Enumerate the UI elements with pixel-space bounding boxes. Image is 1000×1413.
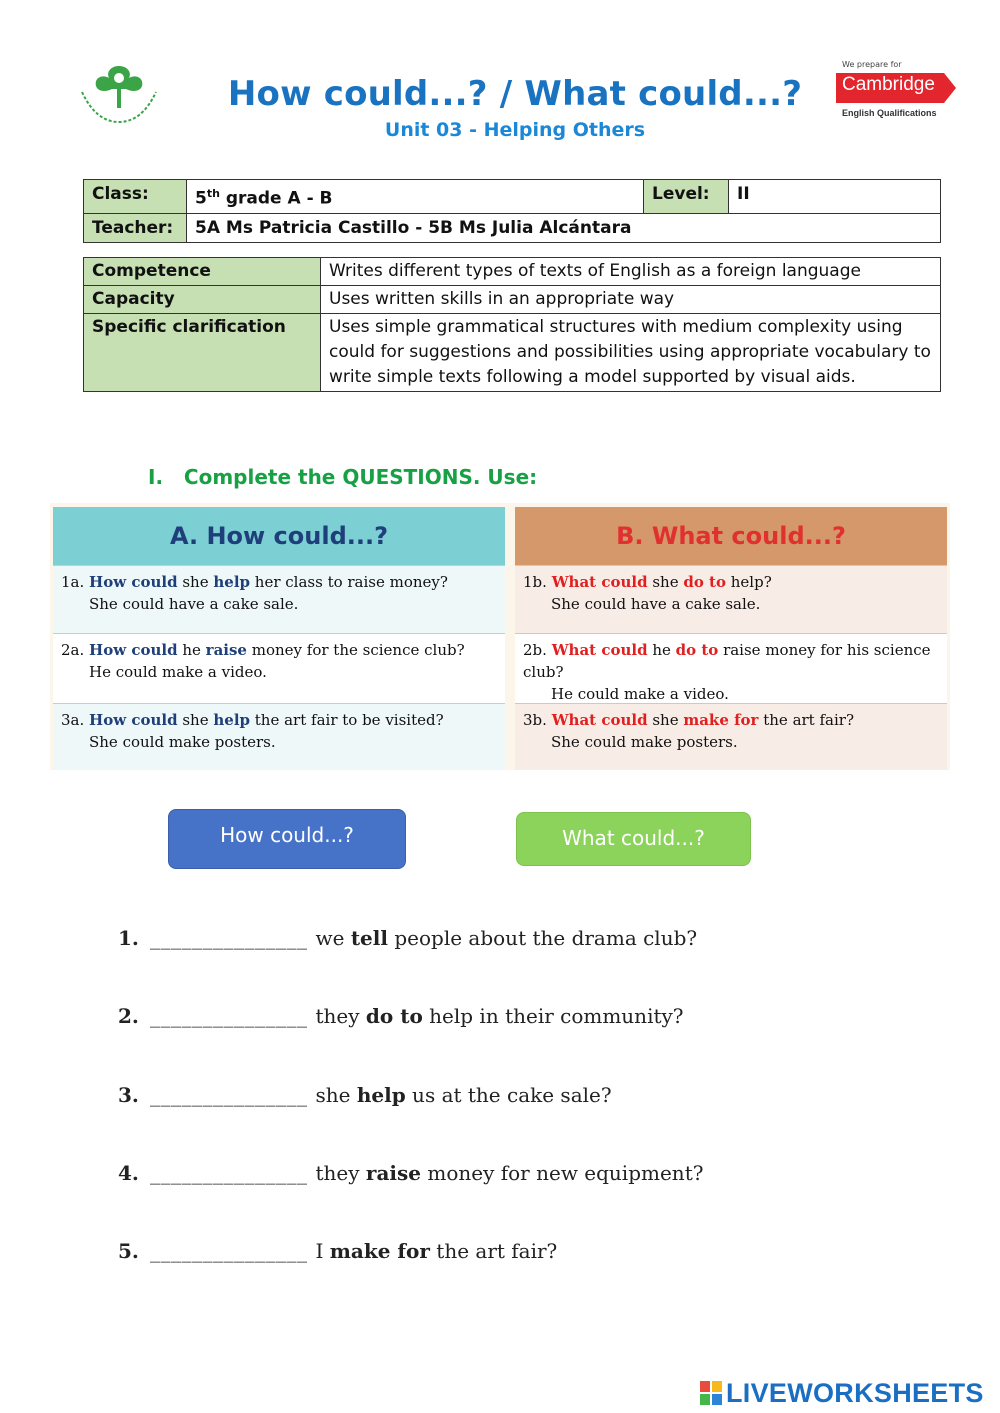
answer-blank[interactable]: _______________ <box>150 1004 308 1028</box>
level-value: II <box>729 180 941 214</box>
grammar-example: 3a. How could she help the art fair to be visited? She could make posters. <box>53 703 505 770</box>
competence-table <box>83 257 941 392</box>
cambridge-brand: Cambridge <box>842 74 935 95</box>
how-could-option[interactable]: How could...? <box>168 809 406 869</box>
answer-blank[interactable]: _______________ <box>150 1161 308 1185</box>
grammar-example: 2a. How could he raise money for the science club? He could make a video. <box>53 633 505 703</box>
how-could-header: A. How could...? <box>53 507 505 565</box>
worksheet-title: How could...? / What could...? <box>227 74 803 114</box>
grammar-panel <box>50 503 950 770</box>
clarification-value: Uses simple grammatical structures with medium complexity using could for suggestions and possibilities using appropriate vocabulary to write simple texts following a model supported by visual aids. <box>321 314 941 392</box>
cambridge-logo <box>836 60 966 122</box>
answer-blank[interactable]: _______________ <box>150 1239 308 1263</box>
liveworksheets-brand: LIVEWORKSHEETS <box>726 1378 984 1408</box>
class-value: 5th grade A - B <box>187 180 644 214</box>
liveworksheets-logo[interactable] <box>700 1378 996 1410</box>
question-row: 1. _______________ we tell people about the drama club? <box>118 926 698 950</box>
what-could-header: B. What could...? <box>515 507 947 565</box>
grammar-example: 3b. What could she make for the art fair? She could make posters. <box>515 703 947 770</box>
teacher-value: 5A Ms Patricia Castillo - 5B Ms Julia Alcántara <box>187 213 941 242</box>
clarification-label: Specific clarification <box>84 314 321 392</box>
grammar-example: 1b. What could she do to help? She could have a cake sale. <box>515 565 947 633</box>
question-row: 2. _______________ they do to help in their community? <box>118 1004 684 1028</box>
level-label: Level: <box>644 180 729 214</box>
answer-blank[interactable]: _______________ <box>150 1083 308 1107</box>
worksheet-subtitle: Unit 03 - Helping Others <box>384 119 646 141</box>
question-row: 5. _______________ I make for the art fair? <box>118 1239 558 1263</box>
question-row: 3. _______________ she help us at the cake sale? <box>118 1083 612 1107</box>
competence-label: Competence <box>84 258 321 286</box>
grammar-example: 1a. How could she help her class to raise money? She could have a cake sale. <box>53 565 505 633</box>
section-heading: I. Complete the QUESTIONS. Use: <box>148 465 538 489</box>
teacher-label: Teacher: <box>84 213 187 242</box>
question-row: 4. _______________ they raise money for new equipment? <box>118 1161 704 1185</box>
school-logo <box>76 62 162 126</box>
answer-blank[interactable]: _______________ <box>150 926 308 950</box>
cambridge-tagline: We prepare for <box>842 60 902 69</box>
capacity-label: Capacity <box>84 286 321 314</box>
cambridge-sub: English Qualifications <box>842 108 937 118</box>
class-label: Class: <box>84 180 187 214</box>
what-could-column <box>515 507 947 770</box>
liveworksheets-icon <box>700 1381 722 1405</box>
grammar-example: 2b. What could he do to raise money for his science club? He could make a video. <box>515 633 947 703</box>
what-could-option[interactable]: What could...? <box>516 812 751 866</box>
capacity-value: Uses written skills in an appropriate way <box>321 286 941 314</box>
competence-value: Writes different types of texts of English as a foreign language <box>321 258 941 286</box>
class-info-table <box>83 179 941 243</box>
how-could-column <box>53 507 505 770</box>
